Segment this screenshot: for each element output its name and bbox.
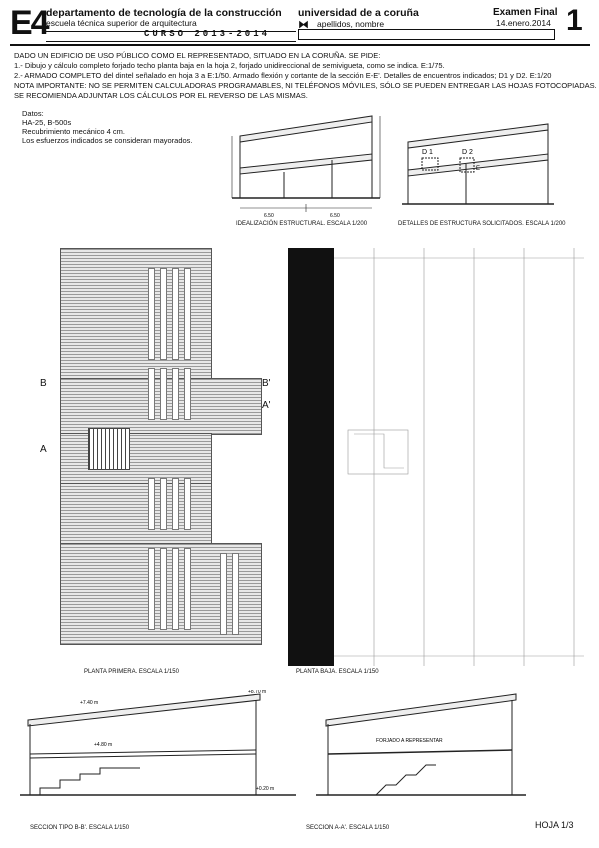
datos-title: Datos: (22, 109, 44, 118)
statement-item-2: 2.- ARMADO COMPLETO del dintel señalado en hoja 3 a E:1/50. Armado flexión y cortante de la sección E-E'. Detalles de encuentros indicados; D1 y D2. E:1/20 (14, 71, 552, 80)
section-aa-drawing (316, 690, 526, 810)
section-e: E (476, 166, 481, 172)
sheet-number: 1 (566, 4, 583, 37)
detail-d2: D 2 (462, 149, 473, 156)
level-8-70: +8.70 m (248, 690, 267, 695)
caption-seccion-bb: SECCION TIPO B-B'. ESCALA 1/150 (30, 825, 130, 831)
dim-left: 6.50 (264, 213, 274, 219)
section-mark-b-prime: B' (262, 378, 271, 389)
level-7-40: +7.40 m (80, 700, 99, 706)
caption-planta-baja: PLANTA BAJA. ESCALA 1/150 (296, 669, 379, 675)
caption-idealizacion: IDEALIZACIÓN ESTRUCTURAL. ESCALA 1/200 (236, 221, 368, 227)
name-label: apellidos, nombre (317, 19, 385, 29)
sheet-indicator: HOJA 1/3 (535, 820, 574, 830)
section-mark-b: B (40, 378, 47, 389)
structure-details-drawing (398, 108, 558, 220)
structural-idealization-drawing (222, 108, 384, 220)
exam-date: 14.enero.2014 (496, 18, 551, 28)
level-0-20: +0.20 m (256, 786, 275, 792)
datos-materials: HA-25, B-500s (22, 118, 72, 127)
datos-forces: Los esfuerzos indicados se consideran mayorados. (22, 136, 193, 145)
statement-intro: DADO UN EDIFICIO DE USO PÚBLICO COMO EL REPRESENTADO, SITUADO EN LA CORUÑA. SE PIDE: (14, 51, 381, 60)
caption-detalles: DETALLES DE ESTRUCTURA SOLICITADOS. ESCALA 1/200 (398, 221, 566, 227)
department-name: departamento de tecnología de la construcción (46, 7, 282, 19)
e4-logo: E4 (10, 4, 48, 42)
university-logo-icon: ⧓ (298, 19, 309, 31)
caption-seccion-aa: SECCION A-A'. ESCALA 1/150 (306, 825, 390, 831)
detail-d1: D 1 (422, 149, 433, 156)
course-year: CURSO 2013-2014 (144, 29, 271, 39)
planta-primera-plan (40, 248, 280, 658)
statement-note-2: SE RECOMIENDA ADJUNTAR LOS CÁLCULOS POR EL REVERSO DE LAS MISMAS. (14, 91, 308, 100)
school-name: escuela técnica superior de arquitectura (46, 18, 197, 28)
caption-planta-primera: PLANTA PRIMERA. ESCALA 1/150 (84, 669, 179, 675)
university-name: universidad de a coruña (298, 7, 419, 19)
datos-cover: Recubrimiento mecánico 4 cm. (22, 127, 125, 136)
level-4-80: +4.80 m (94, 742, 113, 748)
statement-item-1: 1.- Dibujo y cálculo completo forjado techo planta baja en la hoja 2, forjado unidireccional de semivigueta, como se indica. E:1/75. (14, 61, 445, 70)
section-mark-a: A (40, 444, 47, 455)
dim-right: 6.50 (330, 213, 340, 219)
header-rule (10, 44, 590, 46)
section-mark-a-prime: A' (262, 400, 271, 411)
statement-note-1: NOTA IMPORTANTE: NO SE PERMITEN CALCULADORAS PROGRAMABLES, NI TELÉFONOS MÓVILES, SÓLO SE PUEDEN ENTREGAR LAS HOJAS FOTOCOPIADAS. (14, 81, 597, 90)
exam-title: Examen Final (493, 7, 558, 18)
section-bb-drawing (20, 690, 296, 810)
planta-baja-black-band (288, 248, 334, 666)
forjado-label: FORJADO A REPRESENTAR (376, 738, 443, 744)
name-field[interactable] (298, 29, 555, 40)
planta-baja-plan (334, 248, 584, 666)
